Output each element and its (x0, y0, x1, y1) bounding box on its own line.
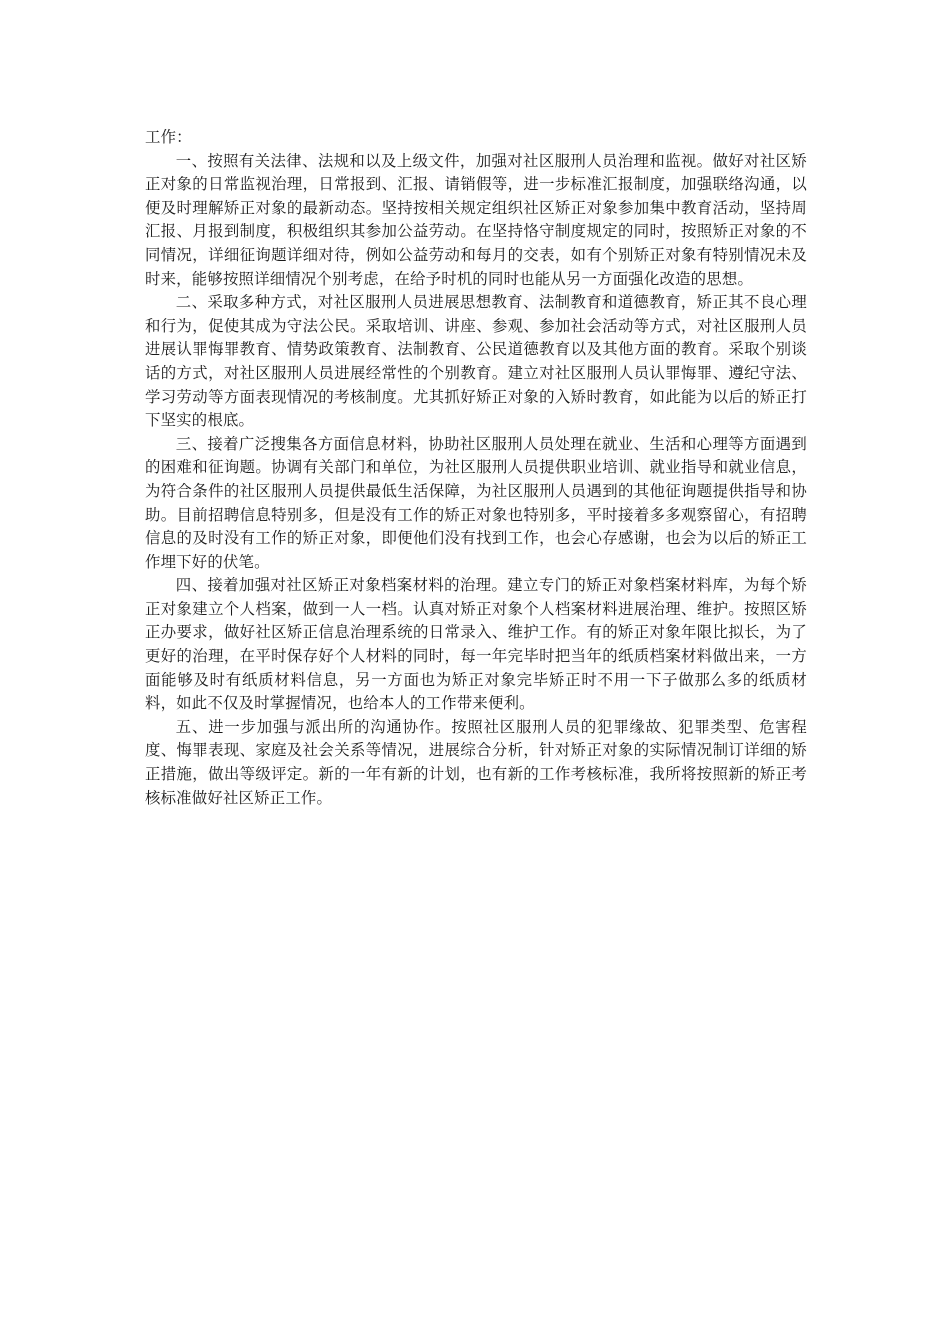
section-heading: 工作： (145, 128, 192, 146)
paragraph-2: 二、采取多种方式，对社区服刑人员进展思想教育、法制教育和道德教育，矫正其不良心理和行为，促使其成为守法公民。采取培训、讲座、参观、参加社会活动等方式，对社区服刑人员进展认罪悔罪教育、情势政策教育、法制教育、公民道德教育以及其他方面的教育。采取个别谈话的方式，对社区服刑人员进展经常性的个别教育。建立对社区服刑人员认罪悔罪、遵纪守法、学习劳动等方面表现情况的考核制度。尤其抓好矫正对象的入矫时教育，如此能为以后的矫正打下坚实的根底。 (145, 293, 807, 430)
paragraph-4: 四、接着加强对社区矫正对象档案材料的治理。建立专门的矫正对象档案材料库，为每个矫正对象建立个人档案，做到一人一档。认真对矫正对象个人档案材料进展治理、维护。按照区矫正办要求，做好社区矫正信息治理系统的日常录入、维护工作。有的矫正对象年限比拟长，为了更好的治理，在平时保存好个人材料的同时，每一年完毕时把当年的纸质档案材料做出来，一方面能够及时有纸质材料信息，另一方面也为矫正对象完毕矫正时不用一下子做那么多的纸质材料，如此不仅及时掌握情况，也给本人的工作带来便利。 (145, 576, 807, 713)
paragraph-5: 五、进一步加强与派出所的沟通协作。按照社区服刑人员的犯罪缘故、犯罪类型、危害程度、悔罪表现、家庭及社会关系等情况，进展综合分析，针对矫正对象的实际情况制订详细的矫正措施，做出等级评定。新的一年有新的计划，也有新的工作考核标准，我所将按照新的矫正考核标准做好社区矫正工作。 (145, 717, 807, 807)
document-body (145, 126, 807, 810)
paragraph-3: 三、接着广泛搜集各方面信息材料，协助社区服刑人员处理在就业、生活和心理等方面遇到的困难和征询题。协调有关部门和单位，为社区服刑人员提供职业培训、就业指导和就业信息，为符合条件的社区服刑人员提供最低生活保障，为社区服刑人员遇到的其他征询题提供指导和协助。目前招聘信息特别多，但是没有工作的矫正对象也特别多，平时接着多多观察留心，有招聘信息的及时没有工作的矫正对象，即便他们没有找到工作，也会心存感谢，也会为以后的矫正工作埋下好的伏笔。 (145, 434, 807, 571)
paragraph-1: 一、按照有关法律、法规和以及上级文件，加强对社区服刑人员治理和监视。做好对社区矫正对象的日常监视治理，日常报到、汇报、请销假等，进一步标准汇报制度，加强联络沟通，以便及时理解矫正对象的最新动态。坚持按相关规定组织社区矫正对象参加集中教育活动，坚持周汇报、月报到制度，积极组织其参加公益劳动。在坚持恪守制度规定的同时，按照矫正对象的不同情况，详细征询题详细对待，例如公益劳动和每月的交表，如有个别矫正对象有特别情况未及时来，能够按照详细情况个别考虑，在给予时机的同时也能从另一方面强化改造的思想。 (145, 151, 807, 288)
